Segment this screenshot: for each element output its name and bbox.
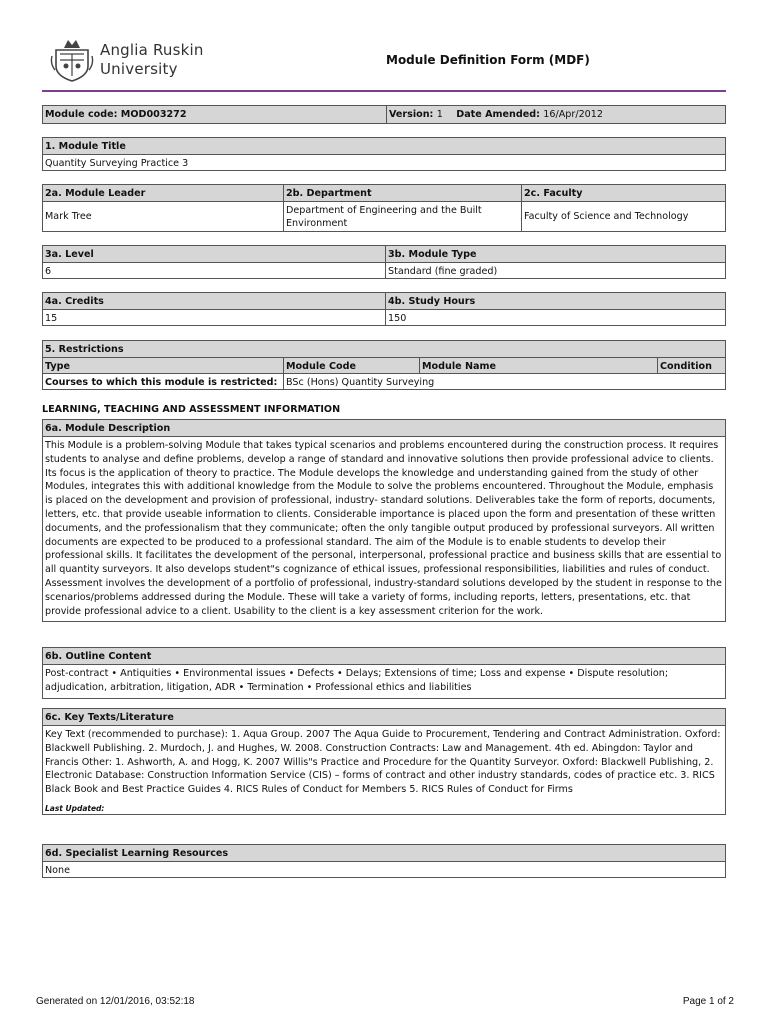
header-rule xyxy=(42,90,726,92)
department-label: 2b. Department xyxy=(283,185,521,201)
resources-label: 6d. Specialist Learning Resources xyxy=(45,848,229,859)
outline-label: 6b. Outline Content xyxy=(45,651,152,662)
resources-table xyxy=(42,844,726,878)
level-label: 3a. Level xyxy=(45,249,94,260)
university-name-line2: University xyxy=(100,60,178,78)
date-amended-value: 16/Apr/2012 xyxy=(543,109,603,120)
crest-icon xyxy=(50,36,94,82)
module-meta-table xyxy=(42,105,726,124)
outline-text: Post-contract • Antiquities • Environmental issues • Defects • Delays; Extensions of time; Loss and expense • Dispute resolution; adjudication, arbitration, litigation, ADR • Termination • Professional ethics and liabilities xyxy=(45,668,669,693)
credits-label: 4a. Credits xyxy=(45,296,104,307)
key-texts-label: 6c. Key Texts/Literature xyxy=(45,712,174,723)
module-type-label: 3b. Module Type xyxy=(385,246,725,262)
key-texts-text: Key Text (recommended to purchase): 1. Aqua Group. 2007 The Aqua Guide to Procurement, Tendering and Contract Administration. Oxford: Blackwell Publishing. 2. Murdoch, J. and Hughes, W. 2008. Construction Contracts: Law and Management. 4th ed. Abingdon: Taylor and Francis Other: 1. Ashworth, A. and Hogg, K. 2007 Willis"s Practice and Procedure for the Quantity Surveyor. Oxford: Blackwell Publishing, 2. Electronic Database: Construction Information Service (CIS) – forms of contract and other industry standards, codes of practice etc. 3. RICS Black Book and Best Practice Guides 4. RICS Rules of Conduct for Members 5. RICS Rules of Conduct for Firms xyxy=(45,729,721,796)
study-hours-value: 150 xyxy=(385,310,725,325)
module-leader-value: Mark Tree xyxy=(45,211,92,222)
module-title-label: 1. Module Title xyxy=(45,141,126,152)
generated-timestamp: Generated on 12/01/2016, 03:52:18 xyxy=(36,996,195,1007)
outline-table xyxy=(42,647,726,699)
version-date xyxy=(386,106,725,123)
restrictions-col-code: Module Code xyxy=(283,358,419,373)
description-text: This Module is a problem-solving Module that takes typical scenarios and problems encountered during the construction process. It requires students to analyse and define problems, develop a range of standard and innovative solutions then provide professional advice to clients. Its focus is the application of theory to practice. The Module develops the knowledge and understanding gained from the study of other Modules, integrates this with additional knowledge from the Module to solve the problems encountered. Throughout the Module, emphasis is placed on the development and provision of professional, industry- standard solutions. Deliverables take the form of reports, documents, letters, etc. that provide useable information to clients. Considerable importance is placed upon the form and presentation of these written documents, and the professionalism that they communicate; often the only tangible output produced by professional surveyors. All written documents are expected to be produced to a professional standard. The aim of the Module is to enable students to develop their professional skills. It facilitates the development of the personal, interpersonal, professional practice and business skills that are essential to all quantity surveyors. It also develops student"s cognizance of ethical issues, professional responsibilities, liabilities and rules of conduct. Assessment involves the development of a portfolio of professional, industry-standard solutions developed by the student in response to the scenarios/problems addressed during the Module. These will take a variety of forms, including reports, letters, presentations, etc. that provide professional advice to a client. Usability to the client is a key assessment criterion for the work. xyxy=(45,440,722,617)
department-value: Department of Engineering and the Built Environment xyxy=(283,202,521,231)
restrictions-label: 5. Restrictions xyxy=(45,344,124,355)
module-type-value: Standard (fine graded) xyxy=(385,263,725,278)
last-updated-label: Last Updated: xyxy=(45,803,105,813)
module-leader-label: 2a. Module Leader xyxy=(45,188,146,199)
restriction-course: BSc (Hons) Quantity Surveying xyxy=(283,374,725,389)
version-value: 1 xyxy=(436,109,443,120)
level-value: 6 xyxy=(45,266,52,277)
credits-value: 15 xyxy=(45,313,58,324)
restrictions-col-condition: Condition xyxy=(657,358,725,373)
faculty-value: Faculty of Science and Technology xyxy=(521,202,725,231)
faculty-label: 2c. Faculty xyxy=(521,185,725,201)
page-number: Page 1 of 2 xyxy=(682,996,734,1007)
study-hours-label: 4b. Study Hours xyxy=(385,293,725,309)
restrictions-col-type: Type xyxy=(45,361,71,372)
description-label: 6a. Module Description xyxy=(45,423,171,434)
level-table xyxy=(42,245,726,279)
module-title-value: Quantity Surveying Practice 3 xyxy=(45,158,189,169)
restrictions-table xyxy=(42,340,726,390)
key-texts-table xyxy=(42,708,726,815)
university-name-line1: Anglia Ruskin xyxy=(100,41,204,59)
description-table xyxy=(42,419,726,622)
credits-table xyxy=(42,292,726,326)
lta-heading: LEARNING, TEACHING AND ASSESSMENT INFORMATION xyxy=(42,404,341,415)
module-title-table xyxy=(42,137,726,171)
version-label: Version: xyxy=(389,109,434,120)
restrictions-col-name: Module Name xyxy=(419,358,657,373)
resources-value: None xyxy=(45,865,71,876)
module-code: Module code: MOD003272 xyxy=(45,109,187,120)
restriction-type: Courses to which this module is restricted: xyxy=(45,377,278,388)
university-logo xyxy=(50,36,210,82)
date-amended-label: Date Amended: xyxy=(456,109,540,120)
form-title: Module Definition Form (MDF) xyxy=(386,53,590,67)
leader-table xyxy=(42,184,726,232)
